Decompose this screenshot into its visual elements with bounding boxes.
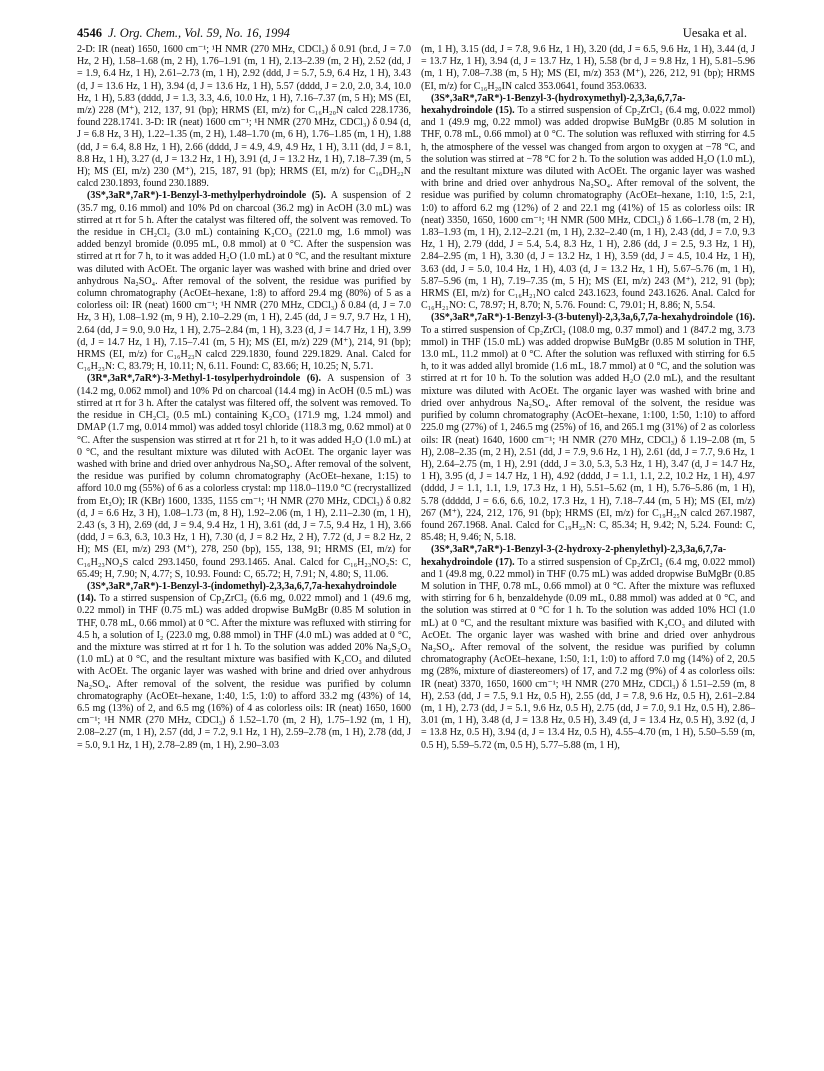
paragraph-text: A suspension of 2 (35.7 mg, 0.16 mmol) and 10% Pd on charcoal (36.2 mg) in AcOH (3.0 mL) was stirred at rt for 5 h. After the catalyst was filtered off, the solvent was removed. To the residue in CH₂Cl₂ (3.0 mL) containing K₂CO₃ (221.0 mg, 1.6 mmol) was added benzyl bromide (0.095 mL, 0.8 mmol) at 0 °C. After the suspension was stirred at rt for 7 h, to it was added H₂O (1.0 mL) at 0 °C, and the resultant mixture was diluted with AcOEt. The organic layer was washed with brine and dried over anhydrous Na₂SO₄. After removal of the solvent, the residue was purified by column chromatography (AcOEt–hexane, 1:8) to afford 29.4 mg (80%) of 5 as a colorless oil: IR (neat) 1600 cm⁻¹; ¹H NMR (270 MHz, CDCl₃) δ 0.84 (d, J = 7.0 Hz, 3 H), 1.08–1.92 (m, 9 H), 2.10–2.29 (m, 1 H), 2.45 (dd, J = 9.7, 9.7 Hz, 1 H), 2.64 (dd, J = 9.0, 9.0 Hz, 1 H), 2.75–2.84 (m, 1 H), 3.23 (d, J = 14.7 Hz, 1 H), 3.99 (d, J = 14.7 Hz, 1 H), 7.15–7.41 (m, 5 H); MS (EI, m/z) 229 (M⁺), 214, 91 (bp); HRMS (EI, m/z) for C₁₆H₂₃N calcd 229.1830, found 229.1829. Anal. Calcd for C₁₆H₂₃N: C, 83.79; H, 10.11; N, 6.11. Found: C, 83.66; H, 10.25; N, 5.71. bbox=[77, 190, 411, 373]
paragraph bbox=[77, 581, 411, 752]
paragraph-text: 2-D: IR (neat) 1650, 1600 cm⁻¹; ¹H NMR (270 MHz, CDCl₃) δ 0.91 (br.d, J = 7.0 Hz, 2 H), 1.58–1.68 (m, 2 H), 1.76–1.91 (m, 1 H), 2.13–2.39 (m, 2 H), 2.52 (dd, J = 1.9, 6.4 Hz, 1 H), 2.61–2.73 (m, 1 H), 2.92 (ddd, J = 5.7, 5.9, 6.4 Hz, 1 H), 3.43 (d, J = 13.6 Hz, 1 H), 3.94 (d, J = 13.6 Hz, 1 H), 5.57 (dddd, J = 2.0, 2.0, 3.4, 10.0 Hz, 1 H), 5.83 (dddd, J = 1.3, 3.3, 4.6, 10.0 Hz, 1 H), 7.16–7.37 (m, 5 H); MS (EI, m/z) 228 (M⁺), 212, 137, 91 (bp); HRMS (EI, m/z) for C₁₆H₂₀N calcd 228.1736, found 228.1741. 3-D: IR (neat) 1600 cm⁻¹; ¹H NMR (270 MHz, CDCl₃) δ 0.94 (d, J = 6.8 Hz, 3 H), 1.22–1.35 (m, 2 H), 1.48–1.70 (m, 6 H), 1.76–1.85 (m, 1 H), 1.88 (dd, J = 6.4, 8.8 Hz, 1 H), 2.66 (dddd, J = 4.9, 4.9, 4.9 Hz, 1 H), 3.11 (dd, J = 8.1, 8.8 Hz, 1 H), 3.27 (d, J = 13.2 Hz, 1 H), 3.91 (d, J = 13.2 Hz, 1 H), 7.18–7.39 (m, 5 H); MS (EI, m/z) 230 (M⁺), 215, 187, 91 (bp); HRMS (EI, m/z) for C₁₆DH₂₂N calcd 230.1893, found 230.1889. bbox=[77, 44, 411, 190]
paragraph bbox=[77, 373, 411, 580]
left-column bbox=[77, 44, 411, 752]
paragraph bbox=[421, 312, 755, 544]
compound-heading: (3R*,3aR*,7aR*)-3-Methyl-1-tosylperhydroindole (6). bbox=[87, 373, 321, 385]
compound-heading: (3S*,3aR*,7aR*)-1-Benzyl-3-methylperhydroindole (5). bbox=[87, 190, 326, 202]
journal-citation: J. Org. Chem., Vol. 59, No. 16, 1994 bbox=[108, 26, 290, 40]
paragraph-text: To a stirred suspension of Cp₂ZrCl₂ (6.4 mg, 0.022 mmol) and 1 (49.9 mg, 0.22 mmol) was added dropwise BuMgBr (0.85 M solution in THF, 0.78 mL, 0.66 mmol) at 0 °C. The solution was refluxed with stirring for 4.5 h, the atmosphere of the vessel was changed from argon to oxygen at −78 °C, and the solution was stirred at −78 °C for 2 h. To the solution was added H₂O (1.0 mL), and the resultant mixture was diluted with AcOEt. The organic layer was washed with brine and dried over anhydrous Na₂SO₄. After removal of the solvent, the residue was purified by column chromatography (AcOEt–hexane, 1:10, 1:5, 2:1, 1:0) to afford 6.2 mg (12%) of 2 and 22.1 mg (41%) of 15 as colorless oils: IR (neat) 3350, 1650, 1600 cm⁻¹; ¹H NMR (500 MHz, CDCl₃) δ 1.66–1.78 (m, 2 H), 1.83–1.93 (m, 1 H), 2.12–2.21 (m, 1 H), 2.32–2.40 (m, 1 H), 2.43 (dd, J = 7.0, 9.3 Hz, 1 H), 2.79 (ddd, J = 5.4, 5.4, 8.3 Hz, 1 H), 2.86 (dd, J = 2.5, 9.3 Hz, 1 H), 2.84–2.95 (m, 1 H), 3.30 (d, J = 13.2 Hz, 1 H), 3.59 (dd, J = 4.5, 10.4 Hz, 1 H), 3.63 (dd, J = 5.0, 10.4 Hz, 1 H), 4.03 (d, J = 13.2 Hz, 1 H), 5.67–5.76 (m, 1 H), 5.87–5.96 (m, 1 H), 7.19–7.35 (m, 5 H); MS (EI, m/z) 243 (M⁺), 212, 91 (bp); HRMS (EI, m/z) for C₁₆H₂₁NO calcd 243.1623, found 243.1626. Anal. Calcd for C₁₆H₂₁NO: C, 78.97; H, 8.70; N, 5.76. Found: C, 79.01; H, 8.86; N, 5.54. bbox=[421, 105, 755, 312]
paragraph bbox=[421, 93, 755, 313]
header-left bbox=[77, 26, 290, 41]
paragraph bbox=[77, 44, 411, 190]
header-authors: Uesaka et al. bbox=[682, 26, 747, 40]
paragraph-text: (m, 1 H), 3.15 (dd, J = 7.8, 9.6 Hz, 1 H), 3.20 (dd, J = 6.5, 9.6 Hz, 1 H), 3.44 (d, J = 13.7 Hz, 1 H), 3.94 (d, J = 13.7 Hz, 1 H), 5.58 (br d, J = 9.8 Hz, 1 H), 5.81–5.96 (m, 1 H), 7.08–7.38 (m, 5 H); MS (EI, m/z) 353 (M⁺), 226, 212, 91 (bp); HRMS (EI, m/z) for C₁₆H₂₀IN calcd 353.0641, found 353.0633. bbox=[421, 44, 755, 92]
compound-heading: (3S*,3aR*,7aR*)-1-Benzyl-3-(3-butenyl)-2,3,3a,6,7,7a-hexahydroindole (16). bbox=[431, 312, 755, 324]
page-header bbox=[77, 26, 747, 44]
compound-heading: (3S*,3aR*,7aR*)-1-Benzyl-3-(hydroxymethyl)-2,3,3a,6,7,7a-hexahydroindole (15). bbox=[421, 92, 686, 117]
compound-heading: (3S*,3aR*,7aR*)-1-Benzyl-3-(2-hydroxy-2-phenylethyl)-2,3,3a,6,7,7a-hexahydroindole (17). bbox=[421, 544, 727, 568]
paragraph-text: To a stirred suspension of Cp₂ZrCl₂ (108.0 mg, 0.37 mmol) and 1 (847.2 mg, 3.73 mmol) in THF (15.0 mL) was added dropwise BuMgBr (0.85 M solution in THF, 13.0 mL, 11.2 mmol) at 0 °C. After the solution was refluxed with stirring for 6.5 h, to it was added allyl bromide (1.6 mL, 18.7 mmol) at 0 °C, and the solution was stirred at rt for 10 h. To the solution was added H₂O (2.0 mL), and the resultant mixture was diluted with AcOEt. The organic layer was washed with brine and dried over anhydrous Na₂SO₄. After removal of the solvent, the residue was purified by column chromatography (AcOEt–hexane, 1:100, 1:50, 1:10) to afford 225.0 mg (27%) of 1, 246.5 mg (25%) of 16, and 265.1 mg (31%) of 2 as colorless oils: IR (neat) 1640, 1600 cm⁻¹; ¹H NMR (270 MHz, CDCl₃) δ 1.19–2.08 (m, 5 H), 2.08–2.35 (m, 2 H), 2.51 (dd, J = 7.9, 9.6 Hz, 1 H), 2.61 (dd, J = 7.7, 9.6 Hz, 1 H), 2.64–2.75 (m, 1 H), 2.91 (ddd, J = 3.0, 5.3, 5.3 Hz, 1 H), 3.47 (d, J = 14.7 Hz, 1 H), 3.95 (d, J = 14.7 Hz, 1 H), 4.92 (dddd, J = 1.1, 1.1, 2.2, 10.2 Hz, 1 H), 4.97 (dddd, J = 1.1, 1.1, 1.9, 17.3 Hz, 1 H), 5.51–5.62 (m, 1 H), 5.76–5.86 (m, 1 H), 5.78 (ddddd, J = 6.6, 6.6, 10.2, 17.3 Hz, 1 H), 7.18–7.44 (m, 5 H); MS (EI, m/z) 267 (M⁺), 224, 212, 176, 91 (bp); HRMS (EI, m/z) for C₁₉H₂₅N calcd 267.1987, found 267.1968. Anal. Calcd for C₁₉H₂₅N: C, 85.34; H, 9.42; N, 5.24. Found: C, 85.48; H, 9.46; N, 5.18. bbox=[421, 324, 755, 544]
paragraph bbox=[421, 544, 755, 751]
paragraph bbox=[77, 190, 411, 373]
right-column bbox=[421, 44, 755, 752]
compound-heading: (3S*,3aR*,7aR*)-1-Benzyl-3-(indomethyl)-2,3,3a,6,7,7a-hexahydroindole (14). bbox=[77, 580, 397, 605]
paragraph bbox=[421, 44, 755, 93]
page-number: 4546 bbox=[77, 26, 102, 40]
paragraph-text: To a stirred suspension of Cp₂ZrCl₂ (6.4 mg, 0.022 mmol) and 1 (49.8 mg, 0.22 mmol) in THF (0.75 mL) was added dropwise BuMgBr (0.85 M solution in THF, 0.78 mL, 0.66 mmol) at 0 °C. After the mixture was refluxed with stirring for 6 h, benzaldehyde (0.09 mL, 0.88 mmol) was added at 0 °C, and the solution was stirred at 0 °C for 1 h. To the solution was added 10% HCl (1.0 mL) at 0 °C, and the resultant mixture was basified with K₂CO₃ and diluted with AcOEt. The organic layer was washed with brine and dried over anhydrous Na₂SO₄. After removal of the solvent, the residue was purified by column chromatography (AcOEt–hexane, 1:50, 1:1, 1:0) to afford 7.0 mg (14%) of 2, 20.5 mg (28%, mixture of diastereomers) of 17, and 7.2 mg (9%) of 4 as colorless oils: IR (neat) 3370, 1650, 1600 cm⁻¹; ¹H NMR (270 MHz, CDCl₃) δ 1.51–2.59 (m, 8 H), 2.53 (dd, J = 7.5, 9.1 Hz, 0.5 H), 2.55 (dd, J = 7.8, 9.6 Hz, 0.5 H), 2.61–2.84 (m, 1 H), 2.73 (dd, J = 5.1, 9.6 Hz, 0.5 H), 2.75 (dd, J = 7.0, 9.1 Hz, 0.5 H), 2.86–3.01 (m, 1 H), 3.48 (d, J = 13.8 Hz, 0.5 H), 3.49 (d, J = 13.4 Hz, 0.5 H), 3.92 (d, J = 13.8 Hz, 0.5 H), 3.94 (d, J = 13.4 Hz, 0.5 H), 4.55–4.70 (m, 1 H), 5.50–5.59 (m, 0.5 H), 5.59–5.72 (m, 0.5 H), 5.77–5.88 (m, 1 H), bbox=[421, 556, 755, 751]
paragraph-text: A suspension of 3 (14.2 mg, 0.062 mmol) and 10% Pd on charcoal (14.4 mg) in AcOH (0.5 mL) was stirred at rt for 3 h. After the catalyst was filtered off, the solvent was removed. To the residue in CH₂Cl₂ (0.5 mL) containing K₂CO₃ (171.9 mg, 1.24 mmol) and DMAP (1.7 mg, 0.014 mmol) was added tosyl chloride (118.3 mg, 0.62 mmol) at 0 °C. After the suspension was stirred at rt for 21 h, to it was added H₂O (1.0 mL) at 0 °C, and the resultant mixture was diluted with AcOEt. The organic layer was washed with brine and dried over anhydrous Na₂SO₄. After removal of the solvent, the residue was purified by column chromatography (AcOEt–hexane, 1:15) to afford 10.0 mg (55%) of 6 as a colorless crystal: mp 118.0–119.0 °C (recrystallized from Et₂O); IR (KBr) 1600, 1335, 1155 cm⁻¹; ¹H NMR (270 MHz, CDCl₃) δ 0.82 (d, J = 6.6 Hz, 3 H), 1.08–1.73 (m, 8 H), 1.92–2.06 (m, 1 H), 2.11–2.30 (m, 1 H), 2.43 (s, 3 H), 2.69 (dd, J = 9.4, 9.4 Hz, 1 H), 3.61 (dd, J = 7.5, 9.4 Hz, 1 H), 3.66 (ddd, J = 6.3, 6.3, 10.3 Hz, 1 H), 7.30 (d, J = 8.2 Hz, 2 H), 7.72 (d, J = 8.2 Hz, 2 H); MS (EI, m/z) 293 (M⁺), 278, 250 (bp), 155, 138, 91; HRMS (EI, m/z) for C₁₆H₂₃NO₂S calcd 293.1450, found 293.1465. Anal. Calcd for C₁₆H₂₃NO₂S: C, 65.49; H, 7.90; N, 4.77; S, 10.93. Found: C, 65.72; H, 7.91; N, 4.80; S, 11.06. bbox=[77, 373, 411, 580]
paragraph-text: To a stirred suspension of Cp₂ZrCl₂ (6.6 mg, 0.022 mmol) and 1 (49.6 mg, 0.22 mmol) in THF (0.75 mL) was added dropwise BuMgBr (0.85 M solution in THF, 0.78 mL, 0.66 mmol) at 0 °C. After the mixture was refluxed with stirring for 4.5 h, a solution of I₂ (223.0 mg, 0.88 mmol) in THF (4.0 mL) was added at 0 °C, and the mixture was stirred at rt for 1 h. To the solution was added 20% Na₂S₂O₃ (1.0 mL) at 0 °C, and the resultant mixture was basified with K₂CO₃ and diluted with AcOEt. The organic layer was washed with brine and dried over anhydrous Na₂SO₄. After removal of the solvent, the residue was purified by column chromatography (AcOEt–hexane, 1:40, 1:5, 1:0) to afford 33.2 mg (43%) of 14, 6.5 mg (13%) of 2, and 6.5 mg (16%) of 4 as colorless oils: IR (neat) 1650, 1600 cm⁻¹; ¹H NMR (270 MHz, CDCl₃) δ 1.52–1.70 (m, 2 H), 1.75–1.92 (m, 1 H), 2.08–2.27 (m, 1 H), 2.57 (dd, J = 7.2, 9.1 Hz, 1 H), 2.59–2.78 (m, 1 H), 2.78 (dd, J = 5.0, 9.1 Hz, 1 H), 2.78–2.89 (m, 1 H), 2.90–3.03 bbox=[77, 593, 411, 751]
